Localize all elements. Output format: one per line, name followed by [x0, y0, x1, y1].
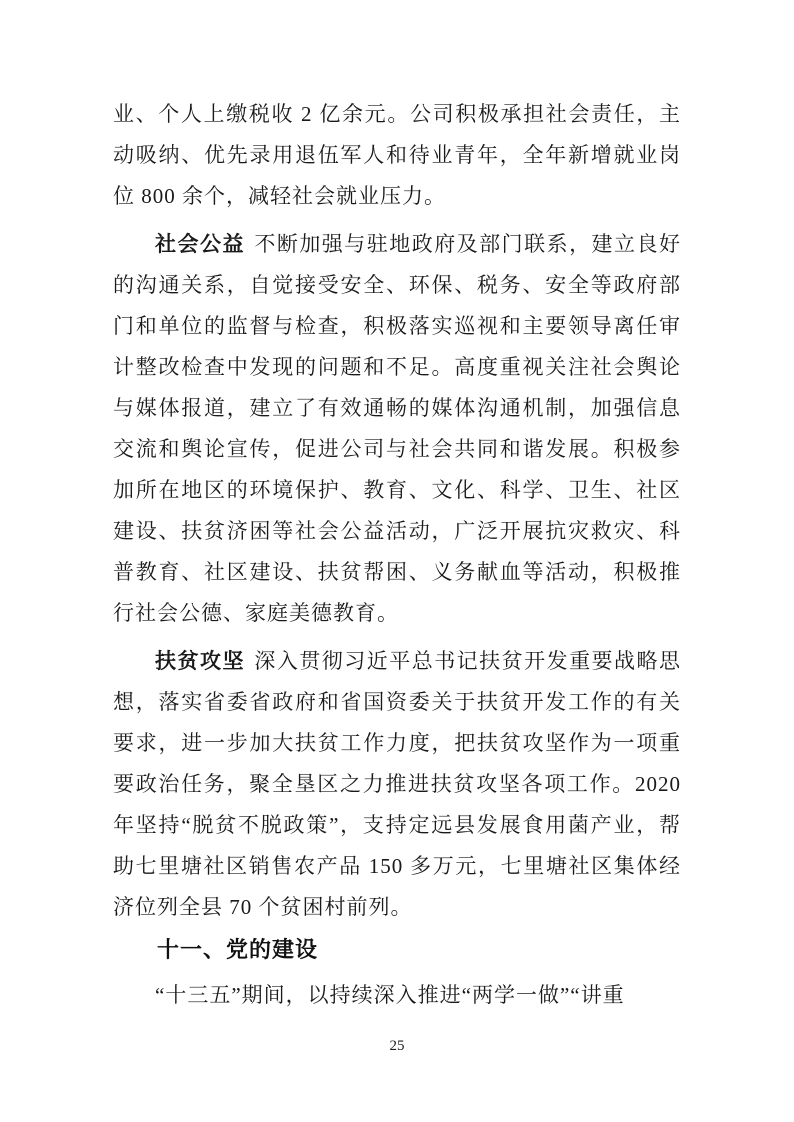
paragraph-text-social-welfare: 不断加强与驻地政府及部门联系，建立良好的沟通关系，自觉接受安全、环保、税务、安全等政府部门和单位的监督与检查，积极落实巡视和主要领导离任审计整改检查中发现的问题和不足。高度重视关注社会舆论与媒体报道，建立了有效通畅的媒体沟通机制，加强信息交流和舆论宣传，促进公司与社会共同和谐发展。积极参加所在地区的环境保护、教育、文化、科学、卫生、社区建设、扶贫济困等社会公益活动，广泛开展抗灾救灾、科普教育、社区建设、扶贫帮困、义务献血等活动，积极推行社会公德、家庭美德教育。 — [113, 232, 681, 625]
paragraph-party-building-intro: “十三五”期间，以持续深入推进“两学一做”“讲重 — [155, 983, 625, 1007]
section-heading-party-building: 十一、党的建设 — [157, 937, 319, 962]
paragraph-tax-employment: 业、个人上缴税收 2 亿余元。公司积极承担社会责任，主动吸纳、优先录用退伍军人和待业青年，全年新增就业岗位 800 余个，减轻社会就业压力。 — [113, 102, 681, 208]
paragraph-poverty-alleviation — [113, 641, 681, 928]
paragraph-lead-poverty-alleviation: 扶贫攻坚 — [155, 650, 245, 673]
page-number: 25 — [389, 1038, 405, 1054]
page-content — [113, 94, 681, 1016]
paragraph-text-poverty-alleviation: 深入贯彻习近平总书记扶贫开发重要战略思想，落实省委省政府和省国资委关于扶贫开发工作的有关要求，进一步加大扶贫工作力度，把扶贫攻坚作为一项重要政治任务，聚全垦区之力推进扶贫攻坚各项工作。2020 年坚持“脱贫不脱政策”，支持定远县发展食用菌产业，帮助七里塘社区销售农产品 150 多万元，七里塘社区集体经济位列全县 70 个贫困村前列。 — [113, 649, 681, 919]
paragraph-lead-social-welfare: 社会公益 — [155, 233, 245, 256]
paragraph-social-welfare — [113, 224, 681, 634]
